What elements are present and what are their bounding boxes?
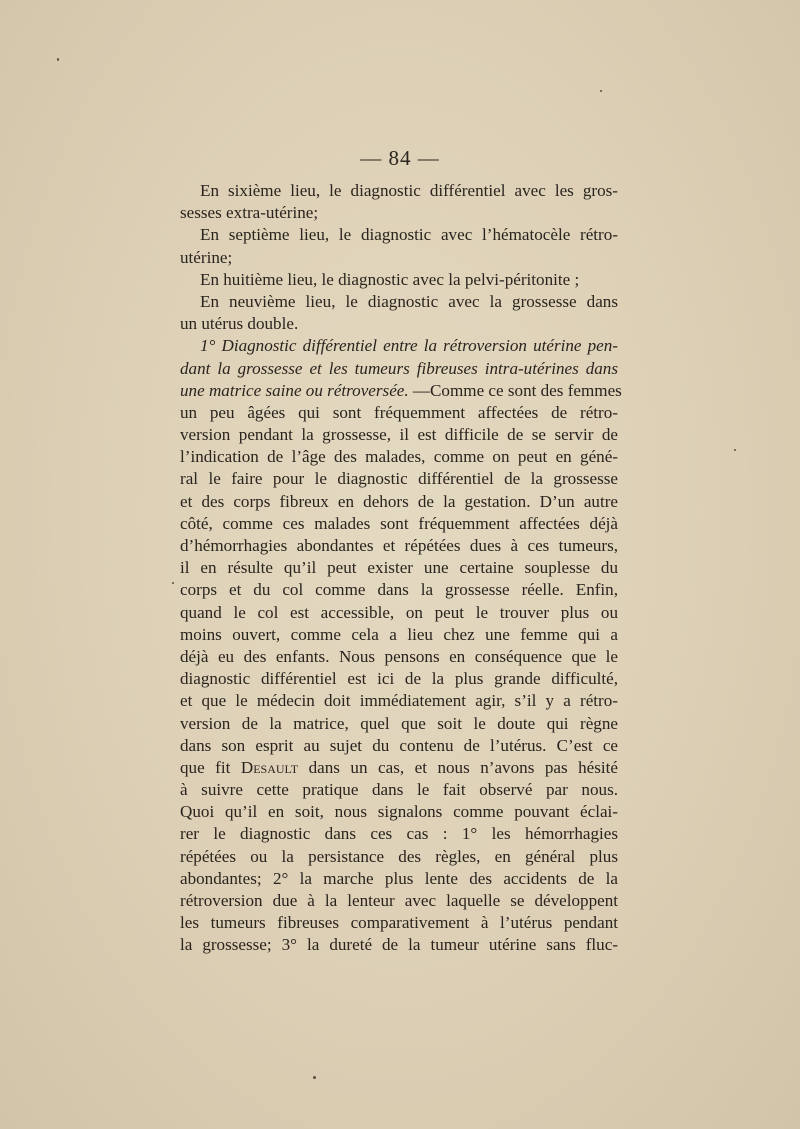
text-line: ral le faire pour le diagnostic différentiel de la grossesse [180,469,618,489]
text-line: abondantes; 2° la marche plus lente des accidents de la [180,868,618,888]
text-line: il en résulte qu’il peut exister une certaine souplesse du [180,558,618,578]
text-line: et que le médecin doit immédiatement agir, s’il y a rétro- [180,691,618,711]
text-line: déjà eu des enfants. Nous pensons en conséquence que le [180,646,618,666]
text-line: rer le diagnostic dans ces cas : 1° les hémorrhagies [180,824,618,844]
text-line: En septième lieu, le diagnostic avec l’hématocèle rétro- [200,225,618,245]
paper-speck [600,90,602,92]
text-line: répétées ou la persistance des règles, en général plus [180,846,618,866]
text-line: quand le col est accessible, on peut le trouver plus ou [180,602,618,622]
text-line: sesses extra-utérine; [180,203,319,223]
paper-speck [313,1076,316,1079]
text-line: utérine; [180,247,233,267]
text-line: d’hémorrhagies abondantes et répétées dues à ces tumeurs, [180,536,618,555]
text-line: En neuvième lieu, le diagnostic avec la grossesse dans [200,291,618,311]
text-line: à suivre cette pratique dans le fait observé par nous. [180,780,618,800]
text-line: moins ouvert, comme cela a lieu chez une femme qui a [180,624,618,644]
text-line: l’indication de l’âge des malades, comme on peut en géné- [180,447,618,467]
body-text [180,180,622,957]
text-line: 1° Diagnostic différentiel entre la rétroversion utérine pen- [200,336,618,356]
text-line: les tumeurs fibreuses comparativement à l’utérus pendant [180,913,618,933]
text-line: En sixième lieu, le diagnostic différentiel avec les gros- [200,181,618,200]
paper-speck [172,582,174,584]
text-line: version pendant la grossesse, il est difficile de se servir de [180,425,618,445]
text-line: et des corps fibreux en dehors de la gestation. D’un autre [180,491,618,511]
text-line: version de la matrice, quel que soit le doute qui règne [180,713,618,733]
page-number: — 84 — [360,146,440,170]
text-line: Quoi qu’il en soit, nous signalons comme pouvant éclai- [180,802,618,822]
text-line: rétroversion due à la lenteur avec laquelle se développent [180,891,618,910]
text-line: la grossesse; 3° la dureté de la tumeur utérine sans fluc- [180,935,618,955]
text-line: corps et du col comme dans la grossesse réelle. Enfin, [180,580,618,600]
text-line: un peu âgées qui sont fréquemment affectées de rétro- [180,402,618,422]
paper-speck [57,58,59,61]
paper-speck [734,449,736,451]
text-line: un utérus double. [180,314,299,334]
text-line: une matrice saine ou rétroversée. —Comme ce sont des femmes [180,380,622,400]
text-line: dans son esprit au sujet du contenu de l’utérus. C’est ce [180,735,618,755]
text-line: côté, comme ces malades sont fréquemment affectées déjà [180,513,618,533]
text-line: que fit Desault dans un cas, et nous n’avons pas hésité [180,757,618,777]
text-line: En huitième lieu, le diagnostic avec la pelvi-péritonite ; [200,269,580,289]
text-line: dant la grossesse et les tumeurs fibreuses intra-utérines dans [180,358,618,378]
text-line: diagnostic différentiel est ici de la plus grande difficulté, [180,669,618,689]
